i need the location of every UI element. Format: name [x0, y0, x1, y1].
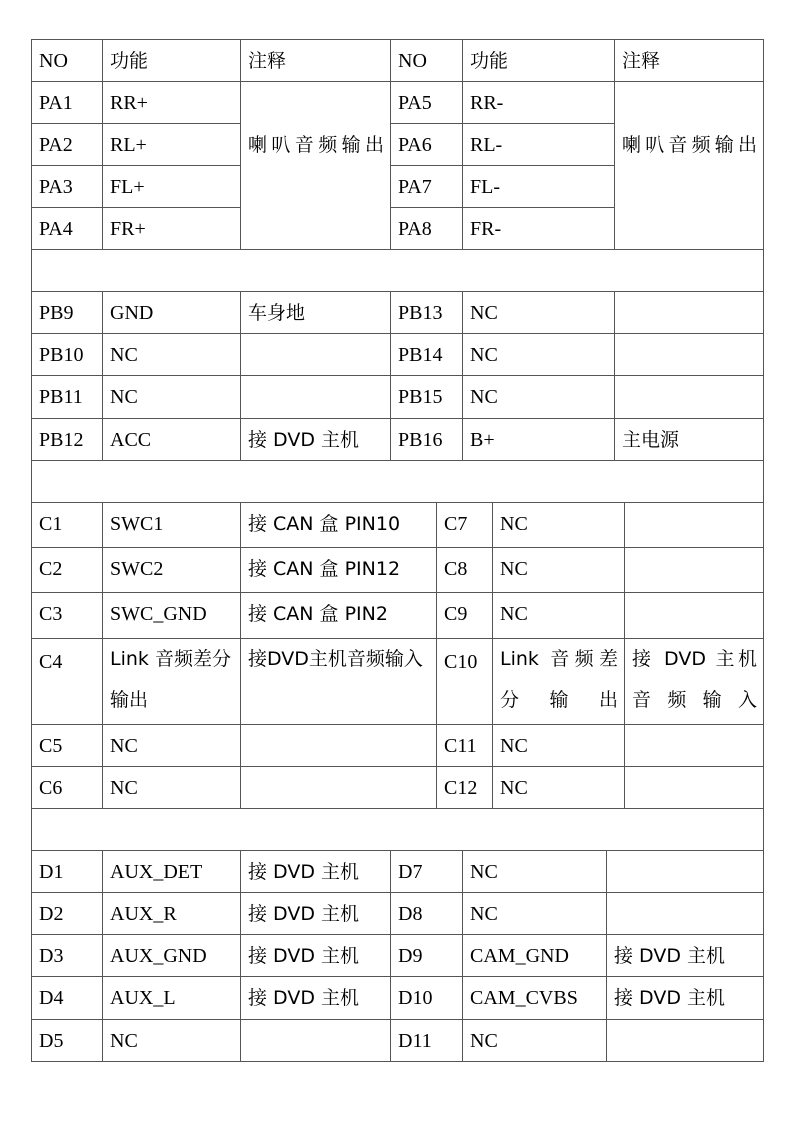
pin-no: D2	[32, 893, 103, 935]
pin-no-2: D7	[391, 851, 463, 893]
pin-function: Link 音频差分输出	[103, 639, 241, 725]
pin-note	[241, 334, 391, 376]
pin-no: C5	[32, 725, 103, 767]
header-function-2: 功能	[463, 40, 615, 82]
pin-no: C4	[32, 639, 103, 725]
pin-note-2: 接 DVD 主机	[607, 977, 764, 1020]
table-row	[32, 977, 764, 1020]
pin-no-2: D11	[391, 1020, 463, 1062]
header-note-2: 注释	[615, 40, 764, 82]
pin-note: 接 CAN 盒 PIN12	[241, 548, 437, 593]
pin-function: AUX_R	[103, 893, 241, 935]
header-no: NO	[32, 40, 103, 82]
table-row	[32, 1020, 764, 1062]
pin-note-2	[607, 893, 764, 935]
pin-no-2: PB13	[391, 292, 463, 334]
pin-note-2	[625, 593, 764, 639]
pin-function: GND	[103, 292, 241, 334]
pin-note	[241, 376, 391, 419]
pin-note-2	[625, 725, 764, 767]
table-row	[32, 935, 764, 977]
pin-function: AUX_L	[103, 977, 241, 1020]
pin-no: PB9	[32, 292, 103, 334]
pin-no-2: PB14	[391, 334, 463, 376]
pin-note-2: 接 DVD 主机音频输入	[625, 639, 764, 725]
pin-no-2: D10	[391, 977, 463, 1020]
table-row	[32, 639, 764, 725]
separator-row	[32, 809, 764, 851]
pin-note-2	[615, 376, 764, 419]
pin-no-2: PA6	[391, 124, 463, 166]
header-function: 功能	[103, 40, 241, 82]
pin-note-2	[625, 503, 764, 548]
pin-note-2	[615, 292, 764, 334]
pin-function: RR+	[103, 82, 241, 124]
pin-note-2	[607, 851, 764, 893]
table-header-row	[32, 40, 764, 82]
pin-no: PB10	[32, 334, 103, 376]
pin-no: PA3	[32, 166, 103, 208]
pin-function-2: RR-	[463, 82, 615, 124]
pin-note-2	[625, 767, 764, 809]
pin-note: 接 CAN 盒 PIN2	[241, 593, 437, 639]
pin-function: NC	[103, 725, 241, 767]
pin-note: 接 DVD 主机	[241, 851, 391, 893]
pin-function-2: NC	[463, 292, 615, 334]
separator-row	[32, 461, 764, 503]
pin-function: NC	[103, 376, 241, 419]
pin-no-2: C12	[437, 767, 493, 809]
pin-note	[241, 725, 437, 767]
pin-function-2: FL-	[463, 166, 615, 208]
pin-no-2: PA5	[391, 82, 463, 124]
pin-function-2: NC	[463, 893, 607, 935]
table-row	[32, 725, 764, 767]
pin-no-2: PA8	[391, 208, 463, 250]
pin-note-2: 主电源	[615, 419, 764, 461]
pin-function: SWC_GND	[103, 593, 241, 639]
pin-no: D5	[32, 1020, 103, 1062]
table-row	[32, 292, 764, 334]
pin-function: SWC2	[103, 548, 241, 593]
pa-note-left: 喇叭音频输出	[241, 82, 391, 250]
pin-no: PA4	[32, 208, 103, 250]
pin-no-2: PB15	[391, 376, 463, 419]
pin-note: 车身地	[241, 292, 391, 334]
pin-note: 接 DVD 主机	[241, 893, 391, 935]
pin-function-2: RL-	[463, 124, 615, 166]
pin-function: FR+	[103, 208, 241, 250]
pin-note: 接 DVD 主机	[241, 419, 391, 461]
pa-block	[32, 82, 764, 250]
pin-note-2	[625, 548, 764, 593]
pin-no-2: D8	[391, 893, 463, 935]
pin-no-2: PB16	[391, 419, 463, 461]
pin-function-2: NC	[493, 767, 625, 809]
pin-function: ACC	[103, 419, 241, 461]
pin-no-2: PA7	[391, 166, 463, 208]
pin-note	[241, 767, 437, 809]
pin-function: NC	[103, 1020, 241, 1062]
table-row	[32, 503, 764, 548]
table-row	[32, 334, 764, 376]
pin-function-2: B+	[463, 419, 615, 461]
pin-note: 接DVD主机音频输入	[241, 639, 437, 725]
pin-function: SWC1	[103, 503, 241, 548]
pin-no: D3	[32, 935, 103, 977]
pin-function-2: NC	[493, 503, 625, 548]
pin-no-2: C11	[437, 725, 493, 767]
pin-no: C2	[32, 548, 103, 593]
pin-no: PA1	[32, 82, 103, 124]
separator-row	[32, 250, 764, 292]
pin-note-2	[615, 334, 764, 376]
table-row	[32, 593, 764, 639]
table-row	[32, 376, 764, 419]
pin-no-2: C9	[437, 593, 493, 639]
pin-no: PB12	[32, 419, 103, 461]
pin-note: 接 DVD 主机	[241, 977, 391, 1020]
pin-no: D1	[32, 851, 103, 893]
pin-function-2: NC	[493, 593, 625, 639]
pin-no-2: C10	[437, 639, 493, 725]
pin-note-2: 接 DVD 主机	[607, 935, 764, 977]
pin-function-2: NC	[463, 851, 607, 893]
pin-no: C1	[32, 503, 103, 548]
pin-function-2: NC	[463, 376, 615, 419]
pin-function-2: NC	[493, 725, 625, 767]
header-no-2: NO	[391, 40, 463, 82]
pin-function-2: Link 音频差分输出	[493, 639, 625, 725]
pin-function-2: CAM_GND	[463, 935, 607, 977]
table-row	[32, 767, 764, 809]
table-row	[32, 548, 764, 593]
pin-note	[241, 1020, 391, 1062]
pin-no: PB11	[32, 376, 103, 419]
header-note: 注释	[241, 40, 391, 82]
pin-no-2: C7	[437, 503, 493, 548]
pin-no-2: C8	[437, 548, 493, 593]
pin-function-2: NC	[463, 1020, 607, 1062]
pin-table	[31, 39, 764, 1062]
pin-function: NC	[103, 767, 241, 809]
pin-note: 接 DVD 主机	[241, 935, 391, 977]
pin-function: FL+	[103, 166, 241, 208]
table-row	[32, 893, 764, 935]
pin-note: 接 CAN 盒 PIN10	[241, 503, 437, 548]
pin-function-2: FR-	[463, 208, 615, 250]
pin-function: AUX_GND	[103, 935, 241, 977]
pin-no: C6	[32, 767, 103, 809]
table-row	[32, 419, 764, 461]
pin-function-2: CAM_CVBS	[463, 977, 607, 1020]
pin-function-2: NC	[463, 334, 615, 376]
pa-note-right: 喇叭音频输出	[615, 82, 764, 250]
pin-no: D4	[32, 977, 103, 1020]
pin-function: RL+	[103, 124, 241, 166]
table-row	[32, 851, 764, 893]
pin-function: AUX_DET	[103, 851, 241, 893]
pin-function: NC	[103, 334, 241, 376]
pin-function-2: NC	[493, 548, 625, 593]
pin-no: C3	[32, 593, 103, 639]
pin-note-2	[607, 1020, 764, 1062]
pin-no: PA2	[32, 124, 103, 166]
pin-no-2: D9	[391, 935, 463, 977]
